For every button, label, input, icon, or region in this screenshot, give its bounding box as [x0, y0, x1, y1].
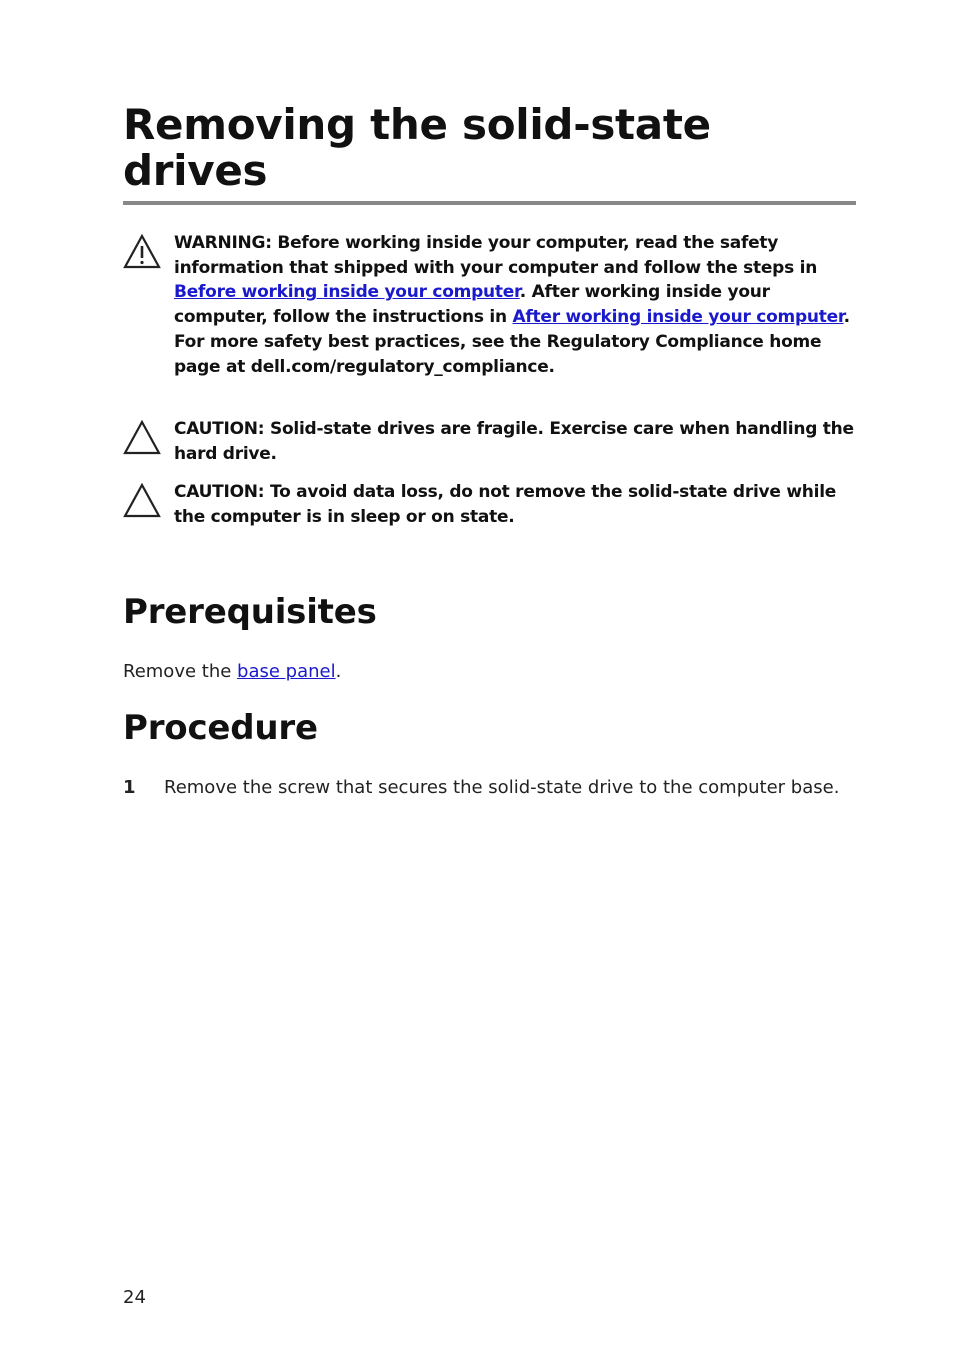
step-text: Remove the screw that secures the solid-state drive to the computer base. [164, 777, 840, 798]
caution-notice-fragile [123, 417, 856, 466]
warning-text-suffix: . For more safety best practices, see the Regulatory Compliance home page at dell.com/regulatory_compliance. [174, 307, 850, 377]
caution-icon [123, 420, 161, 456]
base-panel-link[interactable]: base panel [237, 661, 336, 682]
caution-text-data-loss: CAUTION: To avoid data loss, do not remove the solid-state drive while the computer is in sleep or on state. [174, 482, 837, 527]
prerequisites-suffix: . [335, 661, 342, 682]
procedure-heading: Procedure [123, 708, 318, 748]
after-working-link[interactable]: After working inside your computer [512, 307, 844, 328]
prerequisites-text [123, 660, 341, 684]
step-number: 1 [123, 777, 136, 798]
before-working-link[interactable]: Before working inside your computer [174, 282, 520, 303]
procedure-step [123, 776, 856, 800]
warning-text [174, 231, 856, 379]
caution-text-fragile: CAUTION: Solid-state drives are fragile. Exercise care when handling the hard drive. [174, 419, 854, 464]
prerequisites-heading: Prerequisites [123, 592, 377, 632]
page-title: Removing the solid-state drives [123, 100, 711, 195]
warning-icon [123, 234, 161, 270]
title-divider [123, 201, 856, 205]
page-number: 24 [123, 1287, 146, 1308]
warning-notice [123, 231, 856, 379]
caution-icon [123, 483, 161, 519]
warning-text-prefix: WARNING: Before working inside your computer, read the safety information that shipped with your computer and follow the steps in [174, 233, 818, 278]
caution-notice-data-loss [123, 480, 856, 529]
warning-text-middle: . After working inside your computer, follow the instructions in [174, 282, 770, 328]
prerequisites-prefix: Remove the [123, 661, 238, 682]
